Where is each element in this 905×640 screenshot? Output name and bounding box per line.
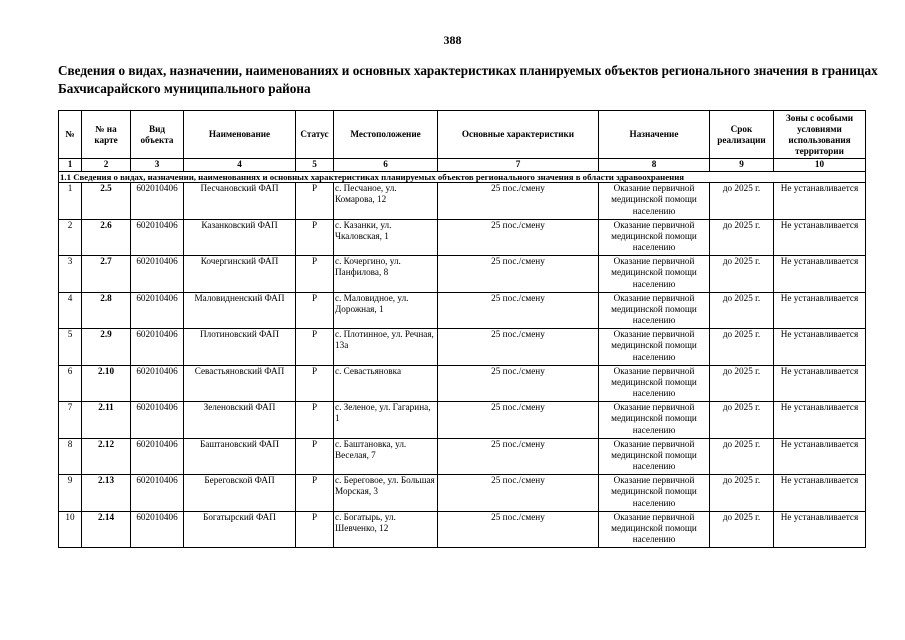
purpose-cell: Оказание первичной медицинской помощи населению (599, 183, 710, 220)
column-number: 7 (438, 159, 599, 172)
status-cell: Р (296, 365, 334, 402)
status-cell: Р (296, 256, 334, 293)
characteristics-cell: 25 пос./смену (438, 256, 599, 293)
status-cell: Р (296, 438, 334, 475)
status-cell: Р (296, 183, 334, 220)
purpose-cell: Оказание первичной медицинской помощи населению (599, 365, 710, 402)
column-number: 6 (334, 159, 438, 172)
zones-cell: Не устанавливается (774, 292, 866, 329)
column-number: 5 (296, 159, 334, 172)
page-number: 388 (443, 33, 462, 47)
table-row (59, 292, 866, 329)
table-row (59, 256, 866, 293)
row-number-cell: 10 (59, 511, 82, 548)
term-cell: до 2025 г. (710, 219, 774, 256)
term-cell: до 2025 г. (710, 256, 774, 293)
object-name-cell: Богатырский ФАП (184, 511, 296, 548)
location-cell: с. Песчаное, ул. Комарова, 12 (334, 183, 438, 220)
location-cell: с. Зеленое, ул. Гагарина, 1 (334, 402, 438, 439)
table-row (59, 365, 866, 402)
term-cell: до 2025 г. (710, 402, 774, 439)
characteristics-cell: 25 пос./смену (438, 329, 599, 366)
row-number-cell: 2 (59, 219, 82, 256)
header-cell: Зоны с особыми условиями использования территории (774, 111, 866, 159)
status-cell: Р (296, 219, 334, 256)
location-cell: с. Плотинное, ул. Речная, 13а (334, 329, 438, 366)
header-cell: № (59, 111, 82, 159)
object-name-cell: Береговской ФАП (184, 475, 296, 512)
header-row (59, 111, 866, 159)
column-number: 4 (184, 159, 296, 172)
object-type-cell: 602010406 (131, 292, 184, 329)
purpose-cell: Оказание первичной медицинской помощи населению (599, 219, 710, 256)
map-number-cell: 2.13 (82, 475, 131, 512)
characteristics-cell: 25 пос./смену (438, 365, 599, 402)
object-type-cell: 602010406 (131, 219, 184, 256)
object-name-cell: Зеленовский ФАП (184, 402, 296, 439)
purpose-cell: Оказание первичной медицинской помощи населению (599, 329, 710, 366)
map-number-cell: 2.11 (82, 402, 131, 439)
table-row (59, 511, 866, 548)
zones-cell: Не устанавливается (774, 475, 866, 512)
zones-cell: Не устанавливается (774, 219, 866, 256)
document-title: Сведения о видах, назначении, наименованиях и основных характеристиках планируемых объектов регионального значения в границах Бахчисарайского муниципального района (58, 63, 878, 96)
object-name-cell: Казанковский ФАП (184, 219, 296, 256)
characteristics-cell: 25 пос./смену (438, 475, 599, 512)
object-type-cell: 602010406 (131, 475, 184, 512)
characteristics-cell: 25 пос./смену (438, 511, 599, 548)
object-name-cell: Севастьяновский ФАП (184, 365, 296, 402)
object-name-cell: Кочергинский ФАП (184, 256, 296, 293)
object-name-cell: Баштановский ФАП (184, 438, 296, 475)
map-number-cell: 2.9 (82, 329, 131, 366)
column-number: 9 (710, 159, 774, 172)
table-row (59, 219, 866, 256)
location-cell: с. Баштановка, ул. Веселая, 7 (334, 438, 438, 475)
zones-cell: Не устанавливается (774, 511, 866, 548)
term-cell: до 2025 г. (710, 365, 774, 402)
status-cell: Р (296, 475, 334, 512)
header-cell: Местоположение (334, 111, 438, 159)
header-cell: Наименование (184, 111, 296, 159)
status-cell: Р (296, 511, 334, 548)
row-number-cell: 8 (59, 438, 82, 475)
header-cell: Назначение (599, 111, 710, 159)
table-row (59, 475, 866, 512)
column-number: 1 (59, 159, 82, 172)
column-number: 8 (599, 159, 710, 172)
location-cell: с. Береговое, ул. Большая Морская, 3 (334, 475, 438, 512)
map-number-cell: 2.12 (82, 438, 131, 475)
status-cell: Р (296, 402, 334, 439)
zones-cell: Не устанавливается (774, 365, 866, 402)
characteristics-cell: 25 пос./смену (438, 438, 599, 475)
location-cell: с. Казанки, ул. Чкаловская, 1 (334, 219, 438, 256)
object-type-cell: 602010406 (131, 183, 184, 220)
row-number-cell: 7 (59, 402, 82, 439)
zones-cell: Не устанавливается (774, 402, 866, 439)
map-number-cell: 2.8 (82, 292, 131, 329)
zones-cell: Не устанавливается (774, 438, 866, 475)
map-number-cell: 2.5 (82, 183, 131, 220)
row-number-cell: 6 (59, 365, 82, 402)
characteristics-cell: 25 пос./смену (438, 292, 599, 329)
table-row (59, 402, 866, 439)
purpose-cell: Оказание первичной медицинской помощи населению (599, 292, 710, 329)
objects-table (58, 110, 866, 548)
row-number-cell: 1 (59, 183, 82, 220)
header-cell: Статус (296, 111, 334, 159)
term-cell: до 2025 г. (710, 292, 774, 329)
object-type-cell: 602010406 (131, 402, 184, 439)
purpose-cell: Оказание первичной медицинской помощи населению (599, 511, 710, 548)
term-cell: до 2025 г. (710, 475, 774, 512)
object-type-cell: 602010406 (131, 438, 184, 475)
object-type-cell: 602010406 (131, 365, 184, 402)
term-cell: до 2025 г. (710, 183, 774, 220)
table-row (59, 329, 866, 366)
location-cell: с. Богатырь, ул. Шевченко, 12 (334, 511, 438, 548)
column-number: 3 (131, 159, 184, 172)
map-number-cell: 2.7 (82, 256, 131, 293)
row-number-cell: 5 (59, 329, 82, 366)
header-cell: № на карте (82, 111, 131, 159)
table-row (59, 183, 866, 220)
characteristics-cell: 25 пос./смену (438, 183, 599, 220)
map-number-cell: 2.10 (82, 365, 131, 402)
purpose-cell: Оказание первичной медицинской помощи населению (599, 438, 710, 475)
object-type-cell: 602010406 (131, 256, 184, 293)
zones-cell: Не устанавливается (774, 256, 866, 293)
term-cell: до 2025 г. (710, 511, 774, 548)
object-type-cell: 602010406 (131, 329, 184, 366)
table-row (59, 438, 866, 475)
purpose-cell: Оказание первичной медицинской помощи населению (599, 402, 710, 439)
zones-cell: Не устанавливается (774, 183, 866, 220)
header-cell: Основные характеристики (438, 111, 599, 159)
column-number: 2 (82, 159, 131, 172)
row-number-cell: 4 (59, 292, 82, 329)
location-cell: с. Кочергино, ул. Панфилова, 8 (334, 256, 438, 293)
purpose-cell: Оказание первичной медицинской помощи населению (599, 475, 710, 512)
location-cell: с. Маловидное, ул. Дорожная, 1 (334, 292, 438, 329)
location-cell: с. Севастьяновка (334, 365, 438, 402)
status-cell: Р (296, 329, 334, 366)
term-cell: до 2025 г. (710, 329, 774, 366)
column-number-row (59, 159, 866, 172)
header-cell: Срок реализации (710, 111, 774, 159)
purpose-cell: Оказание первичной медицинской помощи населению (599, 256, 710, 293)
map-number-cell: 2.6 (82, 219, 131, 256)
zones-cell: Не устанавливается (774, 329, 866, 366)
row-number-cell: 3 (59, 256, 82, 293)
status-cell: Р (296, 292, 334, 329)
term-cell: до 2025 г. (710, 438, 774, 475)
map-number-cell: 2.14 (82, 511, 131, 548)
object-name-cell: Песчановский ФАП (184, 183, 296, 220)
object-type-cell: 602010406 (131, 511, 184, 548)
header-cell: Вид объекта (131, 111, 184, 159)
object-name-cell: Плотиновский ФАП (184, 329, 296, 366)
section-row (59, 172, 866, 183)
characteristics-cell: 25 пос./смену (438, 219, 599, 256)
row-number-cell: 9 (59, 475, 82, 512)
object-name-cell: Маловидненский ФАП (184, 292, 296, 329)
characteristics-cell: 25 пос./смену (438, 402, 599, 439)
column-number: 10 (774, 159, 866, 172)
section-title: 1.1 Сведения о видах, назначении, наименованиях и основных характеристиках планируемых объектов регионального значения в области здравоохранения (59, 172, 866, 183)
